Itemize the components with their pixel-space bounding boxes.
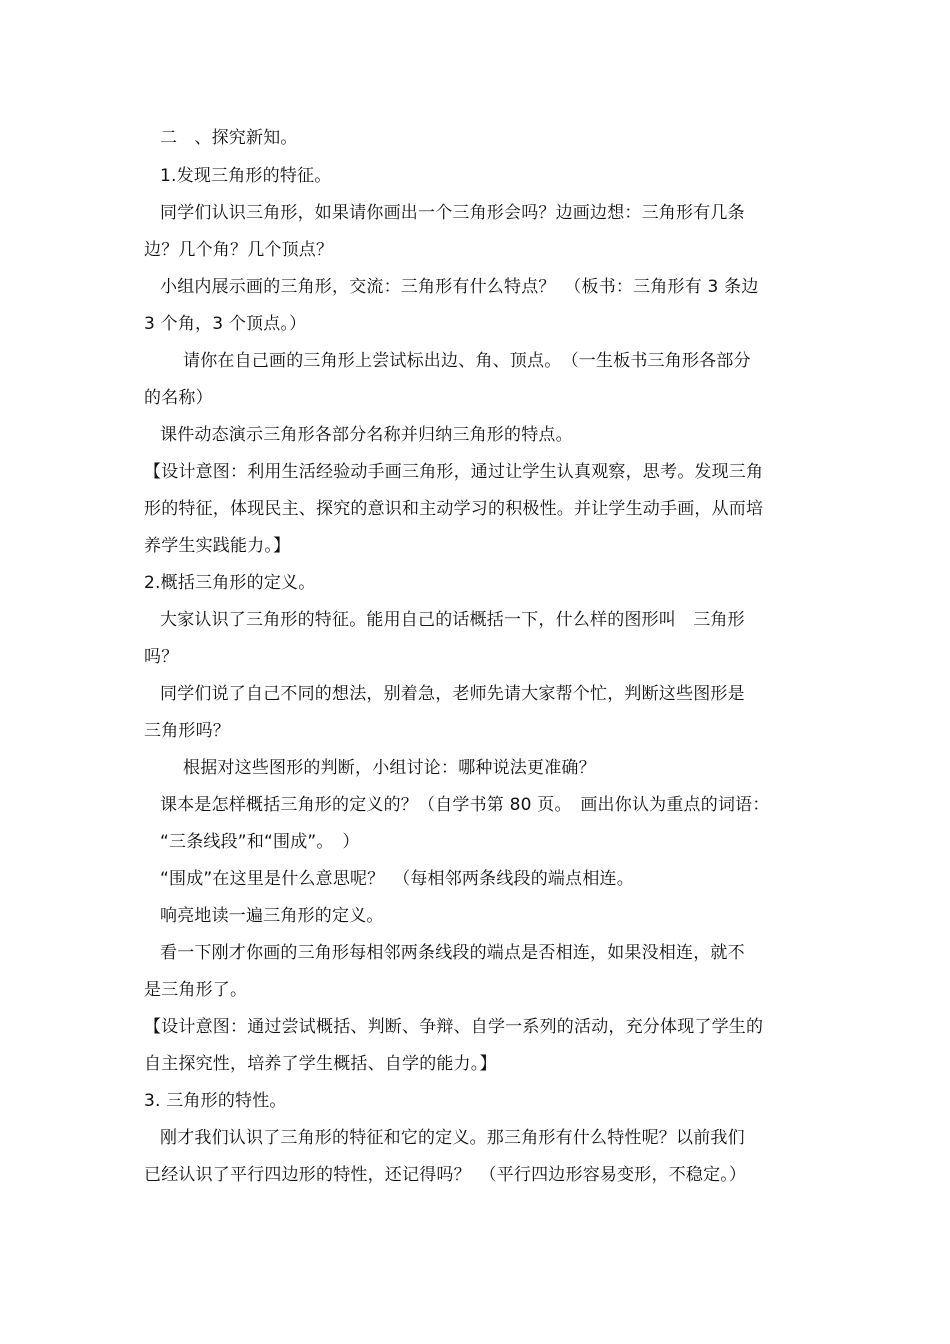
design-note-line: 形的特征，体现民主、探究的意识和主动学习的积极性。并让学生动手画，从而培 — [144, 499, 764, 519]
paragraph-line: 响亮地读一遍三角形的定义。 — [160, 906, 384, 926]
paragraph-line: 根据对这些图形的判断，小组讨论：哪种说法更准确？ — [183, 758, 596, 778]
design-note-line: 自主探究性，培养了学生概括、自学的能力。】 — [144, 1054, 497, 1074]
section-heading: 二 、探究新知。 — [160, 128, 298, 148]
paragraph-line: 看一下刚才你画的三角形每相邻两条线段的端点是否相连，如果没相连，就不 — [160, 943, 745, 963]
paragraph-line: 课本是怎样概括三角形的定义的？（自学书第 80 页。 画出你认为重点的词语： — [160, 795, 770, 815]
paragraph-line: 大家认识了三角形的特征。能用自己的话概括一下，什么样的图形叫 三角形 — [160, 610, 745, 630]
paragraph-line: 课件动态演示三角形各部分名称并归纳三角形的特点。 — [160, 425, 573, 445]
paragraph-line: 同学们说了自己不同的想法，别着急，老师先请大家帮个忙，判断这些图形是 — [160, 684, 745, 704]
paragraph-line: 的名称） — [144, 388, 213, 408]
paragraph-line: 请你在自己画的三角形上尝试标出边、角、顶点。 （一生板书三角形各部分 — [183, 351, 751, 371]
paragraph-line: 刚才我们认识了三角形的特征和它的定义。那三角形有什么特性呢？以前我们 — [160, 1128, 745, 1148]
paragraph-line: 三角形吗？ — [144, 721, 230, 741]
paragraph-line: 同学们认识三角形，如果请你画出一个三角形会吗？边画边想：三角形有几条 — [160, 203, 745, 223]
subsection-heading: 1.发现三角形的特征。 — [160, 166, 332, 186]
subsection-heading: 2.概括三角形的定义。 — [144, 573, 316, 593]
paragraph-line: 是三角形了。 — [144, 980, 248, 1000]
design-note-line: 【设计意图：利用生活经验动手画三角形，通过让学生认真观察，思考。发现三角 — [144, 462, 764, 482]
paragraph-line: 边？几个角？几个顶点？ — [144, 240, 334, 260]
paragraph-line: 小组内展示画的三角形，交流：三角形有什么特点？ （板书：三角形有 3 条边 — [160, 277, 759, 297]
paragraph-line: 已经认识了平行四边形的特性，还记得吗？ （平行四边形容易变形，不稳定。） — [144, 1165, 747, 1185]
design-note-line: 养学生实践能力。】 — [144, 536, 291, 556]
subsection-heading: 3. 三角形的特性。 — [144, 1091, 287, 1111]
paragraph-line: “围成”在这里是什么意思呢？ （每相邻两条线段的端点相连。 — [160, 869, 634, 889]
paragraph-line: 吗？ — [144, 647, 179, 667]
paragraph-line: 3 个角，3 个顶点。） — [144, 314, 307, 334]
design-note-line: 【设计意图：通过尝试概括、判断、争辩、自学一系列的活动，充分体现了学生的 — [144, 1017, 764, 1037]
paragraph-line: “三条线段”和“围成”。 ） — [160, 832, 360, 852]
